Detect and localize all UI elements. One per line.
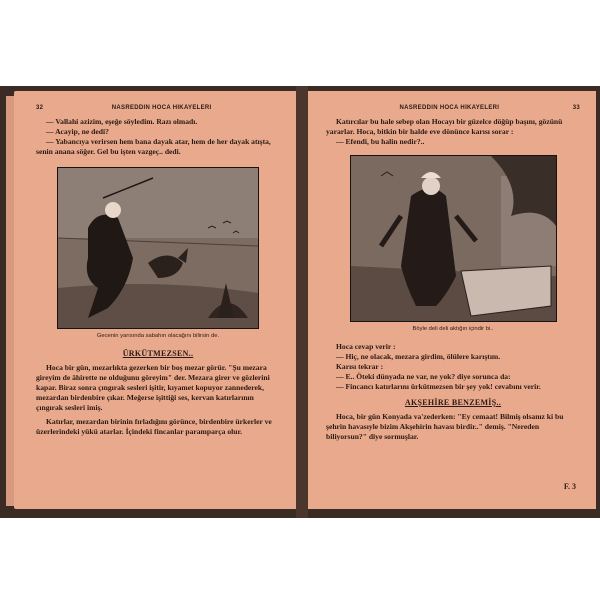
left-illustration [57, 167, 259, 329]
left-body-text [36, 363, 280, 437]
right-mid-line: Hoca cevap verir : [336, 342, 396, 351]
right-mid-text [326, 342, 580, 392]
left-page-number: 32 [36, 105, 44, 111]
hoca-ragged-clothes-image [351, 156, 556, 321]
right-page-number: 33 [572, 105, 580, 111]
right-section-title: AKŞEHİRE BENZEMİŞ.. [404, 398, 502, 407]
right-running-head: NASREDDIN HOCA HIKAYELERI [399, 105, 500, 111]
right-page [308, 91, 596, 509]
left-top-line: — Acayip, ne dedi? [46, 127, 109, 136]
right-top-text [326, 117, 580, 147]
signature-mark: F. 3 [563, 482, 576, 491]
right-mid-line: — Hiç, ne olacak, mezara girdim, ölülere karıştım. [336, 352, 501, 361]
book-gutter [296, 86, 308, 518]
right-illustration [350, 155, 557, 322]
open-book [0, 86, 600, 518]
right-illustration-caption: Böyle deli deli aktığın içindir bi.. [412, 326, 494, 332]
right-mid-line: Karısı tekrar : [336, 362, 384, 371]
left-section-title: ÜRKÜTMEZSEN.. [122, 349, 194, 358]
right-page-header [326, 105, 580, 111]
left-top-line: — Yabancıya verirsen hem bana dayak atar, hem de her dayak atışta, senin anana söğer. Gel bu işten vazgeç.. dedi. [36, 137, 271, 156]
right-body-text [326, 412, 580, 442]
left-top-text [36, 117, 280, 157]
hoca-chasing-rooster-image [58, 168, 258, 328]
right-top-line: Katırcılar bu hale sebep olan Hocayı bir güzelce döğüp başını, gözünü yararlar. Hoca, bitkin bir halde eve dönünce karısı sorar : [326, 117, 563, 136]
left-page-header [36, 105, 280, 111]
left-running-head: NASREDDIN HOCA HIKAYELERI [111, 105, 212, 111]
right-top-line: — Efendi, bu halin nedir?.. [336, 137, 425, 146]
left-paragraph: Hoca bir gün, mezarlıkta gezerken bir boş mezar görür. "Şu mezara gireyim de âhirette ne olduğunu göreyim" der. Mezara girer ve gözlerini kapar. Biraz sonra çıngırak sesleri işitir, kıyamet kopuyor zannederek, mezardan birdenbire çıkar. Meğerse işittiği ses, kervan katırlarının çıngırak sesleri imiş. [36, 363, 270, 412]
right-mid-line: — E.. Öteki dünyada ne var, ne yok? diye sorunca da: [336, 372, 511, 381]
right-paragraph: Hoca, bir gün Konyada va'zederken: "Ey cemaat! Bilmiş olsanız ki bu şehrin havasıyle bizim Akşehirin havası birdir.." demiş. "Nereden biliyorsun?" diye sormuşlar. [326, 412, 564, 441]
left-paragraph: Katırlar, mezardan birinin fırladığını görünce, birdenbire ürkerler ve üzerlerindeki yükü atarlar. İçindeki fincanlar paramparça olur. [36, 417, 272, 436]
left-page [14, 91, 296, 509]
left-illustration-caption: Gecenin yarısında sabahın olacağını bilirsin de. [96, 333, 220, 339]
right-mid-line: — Fincancı katırlarını ürkütmezsen bir şey yok! cevabını verir. [336, 382, 541, 391]
left-top-line: — Vallahi azizim, eşeğe söyledim. Razı olmadı. [46, 117, 198, 126]
